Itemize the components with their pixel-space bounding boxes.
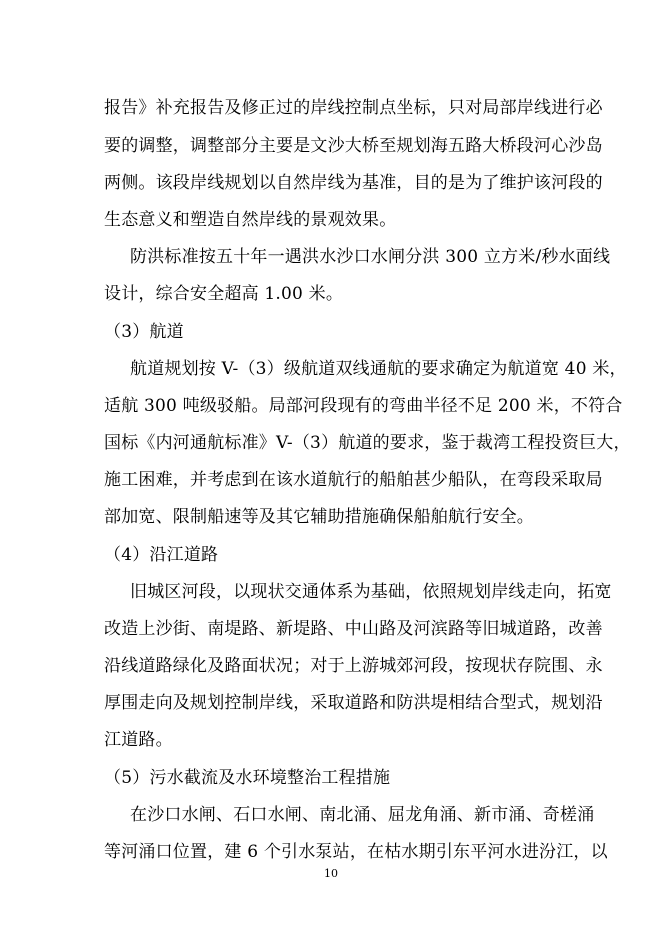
paragraph-line: 两侧。该段岸线规划以自然岸线为基准，目的是为了维护该河段的 — [104, 173, 603, 193]
paragraph-line: 改造上沙街、南堤路、新堤路、中山路及河滨路等旧城道路，改善 — [104, 619, 603, 639]
paragraph-line: 要的调整，调整部分主要是文沙大桥至规划海五路大桥段河心沙岛 — [104, 136, 603, 156]
paragraph-line: 航道规划按 V-（3）级航道双线通航的要求确定为航道宽 40 米， — [130, 359, 627, 379]
paragraph-line: 适航 300 吨级驳船。局部河段现有的弯曲半径不足 200 米，不符合 — [104, 396, 623, 416]
paragraph-line: 防洪标准按五十年一遇洪水沙口水闸分洪 300 立方米/秒水面线 — [130, 247, 611, 267]
paragraph-line: 等河涌口位置，建 6 个引水泵站，在枯水期引东平河水进汾江，以 — [104, 842, 608, 862]
paragraph-line: 旧城区河段，以现状交通体系为基础，依照规划岸线走向，拓宽 — [130, 582, 612, 602]
paragraph-line: 国标《内河通航标准》V-（3）航道的要求，鉴于裁湾工程投资巨大， — [104, 433, 631, 453]
paragraph-line: 施工困难，并考虑到在该水道航行的船舶甚少船队，在弯段采取局 — [104, 470, 603, 490]
paragraph-line: 在沙口水闸、石口水闸、南北涌、屈龙角涌、新市涌、奇槎涌 — [130, 805, 595, 825]
paragraph-line: 厚围走向及规划控制岸线，采取道路和防洪堤相结合型式，规划沿 — [104, 693, 603, 713]
section-heading: （3）航道 — [104, 322, 184, 342]
section-heading: （5）污水截流及水环境整治工程措施 — [104, 768, 391, 788]
paragraph-line: 设计，综合安全超高 1.00 米。 — [104, 284, 344, 304]
section-heading: （4）沿江道路 — [104, 545, 219, 565]
paragraph-line: 江道路。 — [104, 730, 173, 750]
page-number: 10 — [324, 867, 338, 880]
paragraph-line: 生态意义和塑造自然岸线的景观效果。 — [104, 210, 397, 230]
paragraph-line: 部加宽、限制船速等及其它辅助措施确保船舶航行安全。 — [104, 507, 534, 527]
paragraph-line: 沿线道路绿化及路面状况；对于上游城郊河段，按现状存院围、永 — [104, 656, 603, 676]
paragraph-line: 报告》补充报告及修正过的岸线控制点坐标，只对局部岸线进行必 — [104, 98, 603, 118]
